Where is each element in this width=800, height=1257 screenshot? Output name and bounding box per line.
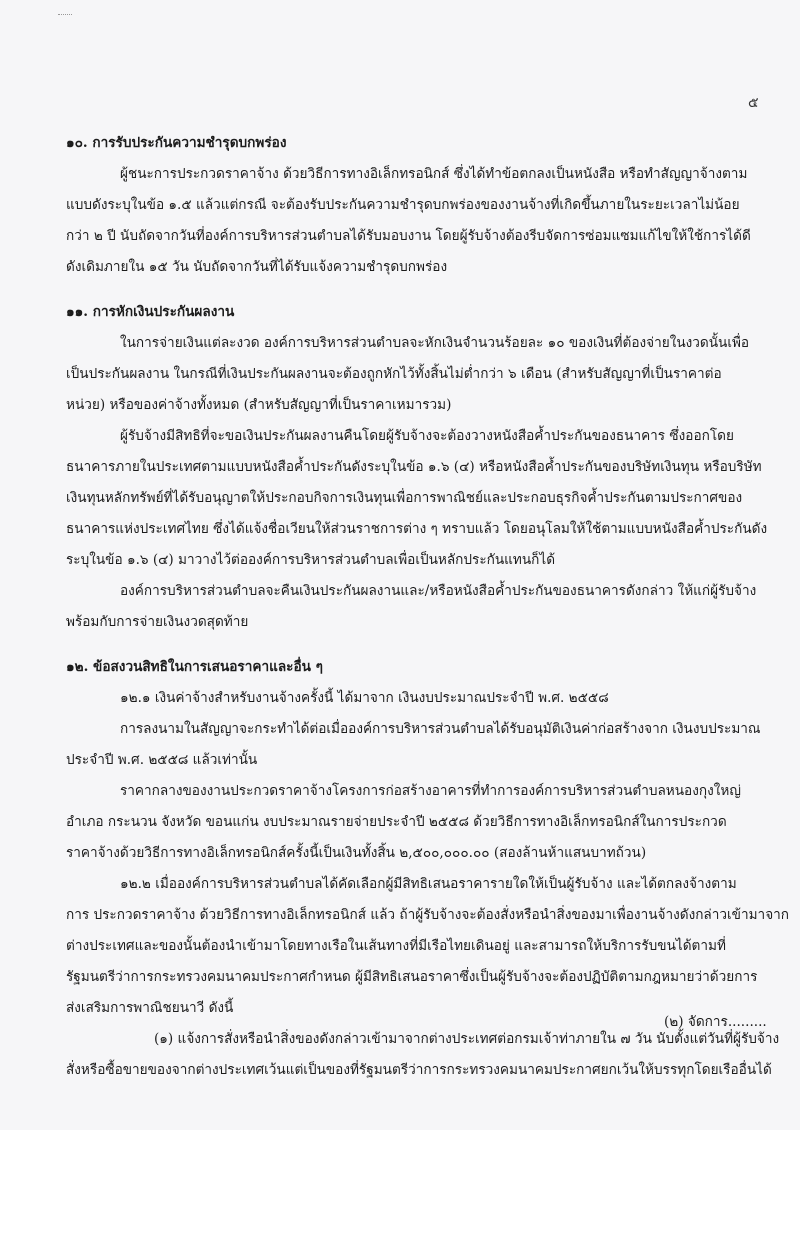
body-text-line: ในการจ่ายเงินแต่ละงวด องค์การบริหารส่วนตำบลจะหักเงินจำนวนร้อยละ ๑๐ ของเงินที่ต้องจ่ายในงวดนั้นเพื่อ [120,335,750,351]
body-text-line: (๑) แจ้งการสั่งหรือนำสิ่งของดังกล่าวเข้ามาจากต่างประเทศต่อกรมเจ้าท่าภายใน ๗ วัน นับตั้งแต่วันที่ผู้รับจ้าง [154,1031,780,1047]
body-text-line: หน่วย) หรือของค่าจ้างทั้งหมด (สำหรับสัญญาที่เป็นราคาเหมารวม) [66,397,452,413]
section-gap [66,638,760,652]
body-text-line: ประจำปี พ.ศ. ๒๕๕๘ แล้วเท่านั้น [66,752,258,768]
page-number: ๕ [748,95,759,111]
body-text-line: เป็นประกันผลงาน ในกรณีที่เงินประกันผลงานจะต้องถูกหักไว้ทั้งสิ้นไม่ต่ำกว่า ๖ เดือน (สำหรับสัญญาที่เป็นราคาต่อ [66,366,722,382]
document-body [66,128,790,1086]
section-heading: ๑๐. การรับประกันความชำรุดบกพร่อง [66,135,287,151]
body-text-line: ราคากลางของงานประกวดราคาจ้างโครงการก่อสร้างอาคารที่ทำการองค์การบริหารส่วนตำบลหนองกุงใหญ่ [120,783,741,799]
body-text-line: องค์การบริหารส่วนตำบลจะคืนเงินประกันผลงานและ/หรือหนังสือค้ำประกันของธนาคารดังกล่าว ให้แก่ผู้รับจ้าง [120,583,757,599]
continued-marker: (๒) จัดการ......... [664,1014,767,1030]
body-text-line: เงินทุนหลักทรัพย์ที่ได้รับอนุญาตให้ประกอบกิจการเงินทุนเพื่อการพาณิชย์และประกอบธุรกิจค้ำประกันตามประกาศของ [66,490,743,506]
body-text-line: รัฐมนตรีว่าการกระทรวงคมนาคมประกาศกำหนด ผู้มีสิทธิเสนอราคาซึ่งเป็นผู้รับจ้างจะต้องปฏิบัติตามกฎหมายว่าด้วยการ [66,969,758,985]
body-text-line: การ ประกวดราคาจ้าง ด้วยวิธีการทางอิเล็กทรอนิกส์ แล้ว ถ้าผู้รับจ้างจะต้องสั่งหรือนำสิ่งของมาเพื่องานจ้างดังกล่าวเข้ามาจาก [66,907,790,923]
body-text-line: กว่า ๒ ปี นับถัดจากวันที่องค์การบริหารส่วนตำบลได้รับมอบงาน โดยผู้รับจ้างต้องรีบจัดการซ่อมแซมแก้ไขให้ใช้การได้ดี [66,228,751,244]
body-text-line: ส่งเสริมการพาณิชยนาวี ดังนี้ [66,1000,234,1016]
body-text-line: พร้อมกับการจ่ายเงินงวดสุดท้าย [66,614,249,630]
body-text-line: ดังเดิมภายใน ๑๕ วัน นับถัดจากวันที่ได้รับแจ้งความชำรุดบกพร่อง [66,259,448,275]
body-text-line: ๑๒.๒ เมื่อองค์การบริหารส่วนตำบลได้คัดเลือกผู้มีสิทธิเสนอราคารายใดให้เป็นผู้รับจ้าง และได้ตกลงจ้างตาม [120,876,737,892]
body-text-line: ผู้รับจ้างมีสิทธิที่จะขอเงินประกันผลงานคืนโดยผู้รับจ้างจะต้องวางหนังสือค้ำประกันของธนาคาร ซึ่งออกโดย [120,428,734,444]
section-gap [66,283,760,297]
scan-mark [58,14,72,19]
body-text-line: การลงนามในสัญญาจะกระทำได้ต่อเมื่อองค์การบริหารส่วนตำบลได้รับอนุมัติเงินค่าก่อสร้างจาก เงินงบประมาณ [120,721,761,737]
body-text-line: ราคาจ้างด้วยวิธีการทางอิเล็กทรอนิกส์ครั้งนี้เป็นเงินทั้งสิ้น ๒,๕๐๐,๐๐๐.๐๐ (สองล้านห้าแสนบาทถ้วน) [66,845,647,861]
section-heading: ๑๑. การหักเงินประกันผลงาน [66,304,235,320]
body-text-line: สั่งหรือซื้อขายของจากต่างประเทศเว้นแต่เป็นของที่รัฐมนตรีว่าการกระทรวงคมนาคมประกาศยกเว้นให้บรรทุกโดยเรืออื่นได้ [66,1062,772,1078]
body-text-line: แบบดังระบุในข้อ ๑.๕ แล้วแต่กรณี จะต้องรับประกันความชำรุดบกพร่องของงานจ้างที่เกิดขึ้นภายในระยะเวลาไม่น้อย [66,197,740,213]
section-heading: ๑๒. ข้อสงวนสิทธิในการเสนอราคาและอื่น ๆ [66,659,323,675]
body-text-line: ธนาคารภายในประเทศตามแบบหนังสือค้ำประกันดังระบุในข้อ ๑.๖ (๔) หรือหนังสือค้ำประกันของบริษัทเงินทุน หรือบริษัท [66,459,762,475]
body-text-line: ต่างประเทศและของนั้นต้องนำเข้ามาโดยทางเรือในเส้นทางที่มีเรือไทยเดินอยู่ และสามารถให้บริการรับขนได้ตามที่ [66,938,726,954]
body-text-line: ๑๒.๑ เงินค่าจ้างสำหรับงานจ้างครั้งนี้ ได้มาจาก เงินงบประมาณประจำปี พ.ศ. ๒๕๕๘ [120,690,609,706]
body-text-line: ธนาคารแห่งประเทศไทย ซึ่งได้แจ้งชื่อเวียนให้ส่วนราชการต่าง ๆ ทราบแล้ว โดยอนุโลมให้ใช้ตามแบบหนังสือค้ำประกันดัง [66,521,768,537]
body-text-line: ระบุในข้อ ๑.๖ (๔) มาวางไว้ต่อองค์การบริหารส่วนตำบลเพื่อเป็นหลักประกันแทนก็ได้ [66,552,556,568]
body-text-line: ผู้ชนะการประกวดราคาจ้าง ด้วยวิธีการทางอิเล็กทรอนิกส์ ซึ่งได้ทำข้อตกลงเป็นหนังสือ หรือทำสัญญาจ้างตาม [120,166,748,182]
body-text-line: อำเภอ กระนวน จังหวัด ขอนแก่น งบประมาณรายจ่ายประจำปี ๒๕๕๘ ด้วยวิธีการทางอิเล็กทรอนิกส์ในการประกวด [66,814,727,830]
